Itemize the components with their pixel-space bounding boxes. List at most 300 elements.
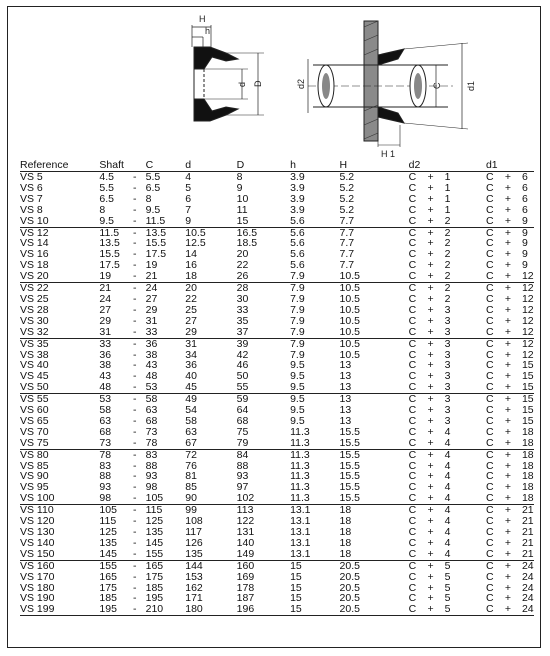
table-row [20,493,534,504]
cell-d1-op: + [504,536,512,549]
cell-d1-c: C [485,470,494,483]
cell-H: 18 [339,536,352,549]
cell-reference: VS 38 [20,348,49,361]
table-row [20,382,534,393]
cell-h: 7.9 [290,327,339,338]
table-row [20,549,534,560]
cell-d1-value: 9 [521,214,528,227]
cell-d1-op: + [504,592,512,605]
cell-d2-c: C [408,481,417,494]
table-row [20,438,534,449]
cell-d1-value: 12 [521,282,534,295]
cell-d2-op: + [427,526,434,538]
cell-d2-c: C [408,504,417,517]
cell-H: 13 [339,370,352,383]
cell-d1-op: + [504,404,512,417]
cell-d: 34 [185,348,197,361]
cell-range-separator: - [133,581,137,594]
cell-d1-c: C [485,203,494,216]
cell-d1-op: + [504,337,512,350]
cell-H: 20.5 [339,559,360,572]
cell-d1-c: C [485,504,494,517]
cell-D: 8 [236,171,243,183]
cell-shaft-min: 78 [99,448,112,461]
cell-H: 15.5 [339,459,360,472]
cell-d2-value: 3 [444,303,451,316]
cell-d1-value: 21 [521,504,534,517]
cell-D: 187 [236,592,255,605]
cell-range-separator: - [133,314,137,327]
cell-d1-op: + [504,282,512,295]
cell-d2-c: C [408,226,417,239]
cell-d1-op: + [504,303,512,316]
cell-d1-c: C [485,515,494,528]
cell-d1-c: C [485,370,494,383]
cell-shaft-max: 29 [145,303,158,316]
table-row [20,227,534,238]
cell-range-separator: - [133,559,137,572]
cell-d1-op: + [504,436,512,449]
cell-D: 10 [236,192,249,205]
cell-h: 5.6 [290,237,305,250]
cell-h: 15 [290,592,302,605]
cell-D: 140 [236,536,255,549]
table-header-row [20,159,534,172]
cell-h: 15 [290,559,302,572]
cell-h: 11.3 [290,459,310,472]
cell-shaft-min: 58 [99,404,112,417]
cell-d2-value: 3 [444,381,451,394]
cell-h: 13.1 [290,504,311,517]
cell-d1 [486,438,534,449]
cell-H: 18 [339,526,352,538]
cell-range-separator: - [133,448,137,461]
cell-d2-c: C [408,359,417,372]
cell-d2-value: 5 [444,570,451,583]
cell-D: 26 [237,271,290,282]
cell-range-separator: - [133,348,137,361]
cell-d1-c: C [485,592,494,605]
cell-d1-value: 6 [521,181,528,194]
cell-shaft-min: 21 [99,282,112,295]
cell-d: 126 [185,536,203,549]
table-row [20,316,534,327]
cell-d2-c: C [408,303,417,316]
cell-shaft-max: 33 [146,327,186,338]
cell-d1-c: C [485,492,494,505]
cell-D: 18.5 [236,237,258,250]
installed-seal-diagram [308,21,468,147]
cell-d2-op: + [427,459,434,472]
cell-D: 28 [236,282,249,295]
cell-d2-op: + [427,470,434,483]
cell-H: 5.2 [339,192,355,205]
cell-d2-value: 3 [444,359,451,372]
cell-H: 7.7 [339,248,355,261]
cell-d: 5 [185,181,192,194]
cell-d2-op: + [427,536,434,549]
cell-reference: VS 65 [20,414,49,427]
cell-d1-op: + [504,248,512,261]
cell-d1-op: + [504,381,512,394]
table-row [20,271,534,282]
cell-d1-value: 15 [521,404,534,417]
cell-d1-c: C [485,436,494,449]
cell-d2 [409,327,486,338]
cell-d2 [409,604,486,615]
cell-d1-value: 18 [521,459,534,472]
cell-d2-value: 4 [444,504,451,517]
cell-d1-c: C [485,603,494,616]
cell-D: 33 [236,303,249,316]
cell-h: 13.1 [290,536,311,549]
cell-shaft-min: 31 [99,327,124,338]
cell-D: 131 [236,526,255,538]
cell-d: 162 [185,581,203,594]
cell-d1-value: 15 [521,381,534,394]
cell-d1-op: + [504,393,512,406]
cell-d2-c: C [408,381,417,394]
cell-d: 99 [185,504,197,517]
cell-shaft-min: 8 [99,203,106,216]
datasheet [7,6,541,648]
cell-d1-c: C [485,282,494,295]
cell-d1-value: 24 [521,559,534,572]
cell-H: 10.5 [339,292,360,305]
cell-shaft-min: 83 [99,459,112,472]
cell-d: 108 [185,515,203,528]
table-row [20,604,534,615]
cell-d2-c: C [408,270,417,283]
cell-d2-c: C [408,436,417,449]
cell-H: 7.7 [340,216,409,227]
cell-d2-value: 3 [444,337,451,350]
cell-H: 10.5 [339,303,360,316]
cell-reference: VS 130 [20,526,55,538]
cell-d1-op: + [504,214,512,227]
cell-d1-op: + [504,226,512,239]
cell-reference: VS 22 [20,282,49,295]
cell-reference: VS 70 [20,425,49,438]
cell-d: 153 [185,570,203,583]
cell-H: 13 [340,382,409,393]
header-d: d [185,159,236,172]
cell-D: 39 [236,337,249,350]
cell-shaft-min: 24 [99,292,112,305]
cell-D: 169 [236,570,255,583]
cell-h: 7.9 [290,271,339,282]
cell-range-separator: - [124,604,146,615]
cell-d1-c: C [485,181,494,194]
cell-d: 10.5 [185,226,206,239]
cell-d: 29 [185,327,236,338]
cell-h: 13.1 [290,549,339,560]
cell-D: 68 [236,414,249,427]
cell-d2-op: + [427,314,434,327]
cell-d1-op: + [504,203,512,216]
cell-h: 5.6 [290,259,305,272]
cell-H: 15.5 [339,448,360,461]
cell-d1-value: 18 [521,470,534,483]
cell-shaft-max: 155 [146,549,186,560]
cell-d2-op: + [427,348,434,361]
cell-shaft-max: 63 [145,404,158,417]
cell-shaft-min: 175 [99,581,117,594]
cell-d2-op: + [427,581,434,594]
cell-shaft-min: 38 [99,359,112,372]
cell-shaft-max: 68 [145,414,158,427]
cell-d1-c: C [485,171,494,183]
header-H: H [340,159,409,172]
cell-d1 [486,549,534,560]
cell-d1-value: 24 [521,592,534,605]
cell-H: 13 [339,414,352,427]
cell-d1-op: + [504,470,512,483]
cell-h: 3.9 [290,181,305,194]
cell-d1-op: + [504,603,512,616]
cell-shaft-max: 175 [145,570,164,583]
cell-range-separator: - [133,515,137,528]
cell-d: 20 [185,282,197,295]
cell-d2-value: 2 [444,282,451,295]
cell-shaft-max: 43 [145,359,158,372]
cell-shaft-min: 43 [99,370,112,383]
cell-d1-op: + [504,359,512,372]
cell-d2-op: + [427,237,434,250]
cell-d1-value: 6 [521,192,528,205]
seal-cross-section-drawing [8,7,542,159]
cell-d1-value: 12 [521,337,534,350]
cell-d1-c: C [485,414,494,427]
cell-shaft-min: 165 [99,570,117,583]
cell-d1-c: C [485,381,494,394]
header-spacer [124,159,146,172]
cell-H: 5.2 [339,181,355,194]
cell-h: 15 [290,604,339,615]
cell-d1-op: + [504,259,512,272]
cell-shaft-min: 98 [99,493,124,504]
cell-d2-value: 3 [444,414,451,427]
cell-d: 12.5 [185,237,206,250]
cell-reference: VS 50 [20,382,99,393]
cell-shaft-min: 36 [99,348,112,361]
cell-d2-c: C [408,547,417,560]
table-row [20,449,534,460]
cell-d2-c: C [408,348,417,361]
cell-d: 25 [185,303,197,316]
cell-shaft-max: 36 [145,337,158,350]
cell-shaft-max: 38 [145,348,158,361]
cell-d1-value: 24 [521,570,534,583]
cell-h: 5.6 [290,216,339,227]
cell-shaft-min: 5.5 [99,181,115,194]
table-row [20,338,534,349]
cell-d2-value: 2 [444,226,451,239]
cell-H: 7.7 [339,259,355,272]
cell-d2-value: 4 [444,459,451,472]
cell-shaft-max: 93 [145,470,158,483]
cell-shaft-max: 115 [145,504,163,517]
cell-range-separator: - [124,382,146,393]
cell-d: 9 [185,216,236,227]
cell-reference: VS 100 [20,493,99,504]
cell-reference: VS 85 [20,459,49,472]
dim-label-d2: d2 [296,78,306,89]
cell-shaft-max: 165 [145,559,164,572]
cell-d2-value: 5 [444,559,451,572]
cell-d1-op: + [504,581,512,594]
cell-H: 20.5 [339,581,360,594]
cell-d1-value: 12 [521,314,534,327]
cell-range-separator: - [133,171,137,183]
cell-d: 85 [185,481,197,494]
header-D: D [237,159,290,172]
cell-reference: VS 110 [20,504,54,517]
cell-d1-value: 15 [521,414,534,427]
cell-reference: VS 6 [20,181,43,194]
cell-h: 13.1 [290,515,311,528]
cell-reference: VS 32 [20,327,99,338]
cell-shaft-max: 19 [145,259,158,272]
cell-d2 [409,382,486,393]
cell-d1-value: 9 [521,248,528,261]
cell-shaft-max: 9.5 [145,203,161,216]
cell-d2-c: C [408,459,417,472]
table-row [20,461,534,472]
cell-h: 7.9 [290,282,305,295]
cell-h: 11.3 [290,438,339,449]
cell-range-separator: - [133,504,137,517]
cell-d1-c: C [485,226,494,239]
cell-d2 [409,438,486,449]
cell-shaft-max: 98 [145,481,158,494]
cell-d2-c: C [408,393,417,406]
cell-d2-value: 5 [444,603,451,616]
cell-range-separator: - [124,271,146,282]
cell-D: 160 [236,559,255,572]
cell-H: 15.5 [339,470,360,483]
cell-d2-op: + [427,559,434,572]
cell-reference: VS 55 [20,393,49,406]
cell-d2-c: C [408,248,417,261]
cell-shaft-max: 13.5 [145,226,167,239]
cell-d1-c: C [485,559,494,572]
cell-d1-value: 18 [521,492,534,505]
cell-range-separator: - [124,549,146,560]
cell-d: 16 [185,259,197,272]
cell-shaft-min: 15.5 [99,248,120,261]
cell-H: 7.7 [339,226,355,239]
cell-d1-op: + [504,325,512,338]
cell-H: 7.7 [339,237,355,250]
cell-reference: VS 170 [20,570,55,583]
cell-d2-op: + [427,436,434,449]
table-row [20,427,534,438]
table-row [20,583,534,594]
cell-d2-value: 2 [444,259,451,272]
cell-H: 18 [339,504,352,517]
cell-d2-c: C [408,603,417,616]
cell-D: 11 [236,203,248,216]
cell-d2-c: C [408,171,417,183]
dim-label-D: D [253,80,263,87]
cell-d2-op: + [427,492,434,505]
cell-d2-c: C [408,592,417,605]
cell-range-separator: - [133,425,137,438]
cell-shaft-min: 195 [99,604,124,615]
cell-shaft-min: 33 [99,337,112,350]
header-shaft: Shaft [99,159,124,171]
cell-d2-op: + [427,226,434,239]
cell-shaft-min: 88 [99,470,112,483]
cell-d2-op: + [427,404,434,417]
cell-d2-value: 1 [444,192,451,205]
cell-shaft-max: 17.5 [145,248,167,261]
cell-d2-c: C [408,526,417,538]
cell-d1-op: + [504,171,512,183]
cell-d2-value: 3 [444,314,451,327]
cell-shaft-min: 6.5 [99,192,115,205]
cell-d2-value: 1 [444,181,451,194]
cell-d2-c: C [408,325,417,338]
cell-d2-op: + [427,337,434,350]
cell-shaft-min: 27 [99,303,112,316]
cell-h: 7.9 [290,303,305,316]
cell-d1-value: 9 [521,226,528,239]
cell-reference: VS 45 [20,370,49,383]
cell-d2-value: 4 [444,470,451,483]
cell-reference: VS 25 [20,292,49,305]
cell-d1-value: 24 [521,581,534,594]
cell-H: 5.2 [339,171,355,183]
cell-d1-op: + [504,292,512,305]
cell-range-separator: - [133,181,137,194]
cell-D: 102 [237,493,290,504]
cell-shaft-max: 5.5 [145,171,161,183]
table-row [20,238,534,249]
table-row [20,205,534,216]
cell-range-separator: - [133,414,137,427]
cell-d2-op: + [427,214,434,227]
cell-h: 15 [290,570,302,583]
cell-reference: VS 150 [20,549,99,560]
cell-d2-value: 4 [444,492,451,505]
cell-range-separator: - [133,570,137,583]
cell-d2-value: 3 [444,404,451,417]
cell-d1-c: C [485,314,494,327]
cell-D: 122 [236,515,255,528]
cell-shaft-max: 195 [145,592,164,605]
cell-d1 [486,327,534,338]
cell-d1-c: C [485,248,494,261]
cell-d2-value: 2 [444,248,451,261]
cell-shaft-min: 29 [99,314,112,327]
table-row [20,482,534,493]
cell-d2-op: + [427,359,434,372]
cell-d2-c: C [408,237,417,250]
cell-d1-c: C [485,425,494,438]
cell-shaft-min: 63 [99,414,112,427]
cell-d2-c: C [408,203,417,216]
cell-d2-c: C [408,425,417,438]
cell-h: 7.9 [290,292,305,305]
cell-range-separator: - [133,303,137,316]
cell-d: 31 [185,337,197,350]
cell-reference: VS 7 [20,192,43,205]
cell-h: 3.9 [290,192,305,205]
cell-D: 20 [236,248,249,261]
cell-D: 37 [237,327,290,338]
